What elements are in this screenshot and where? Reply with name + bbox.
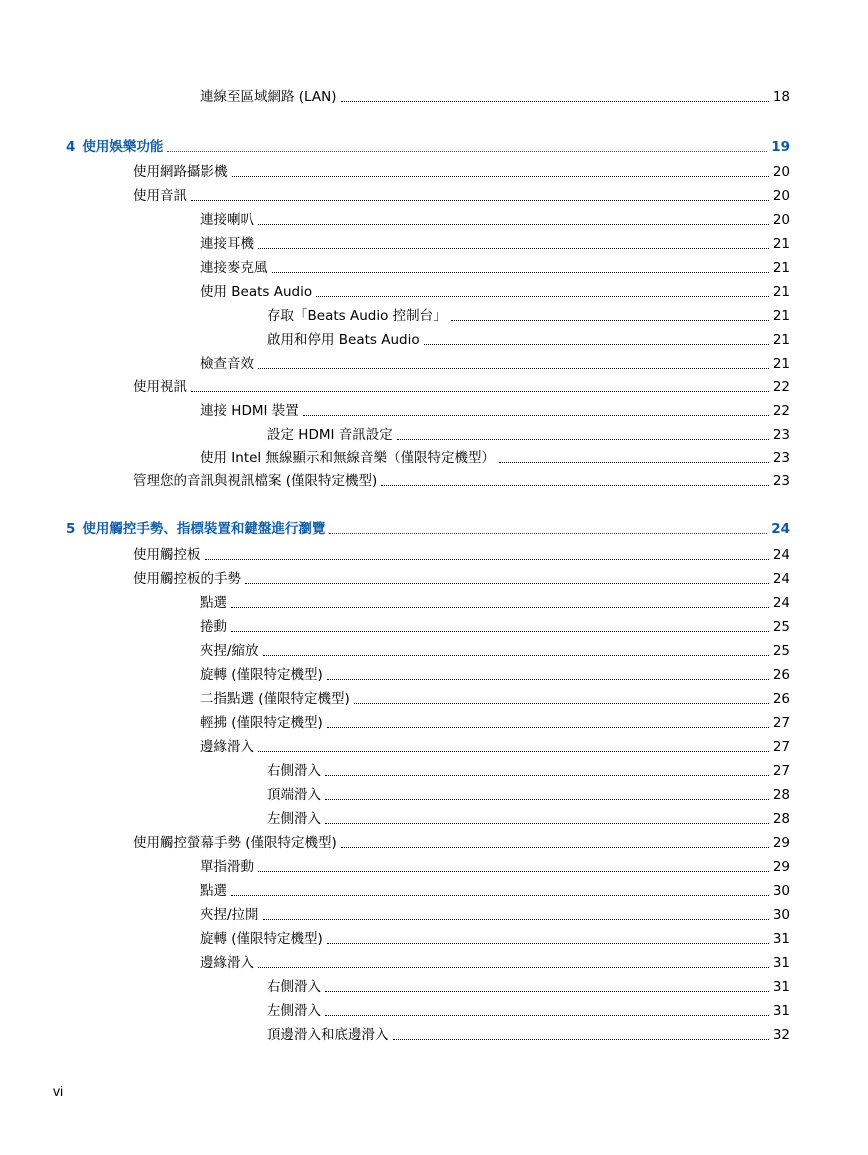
toc-entry-title: 使用 Intel 無線顯示和無線音樂（僅限特定機型） (200, 450, 495, 466)
dot-leader (258, 871, 769, 872)
dot-leader (316, 296, 769, 297)
toc-entry-title: 旋轉 (僅限特定機型) (200, 667, 323, 683)
toc-entry[interactable] (200, 664, 790, 684)
dot-leader (354, 703, 769, 704)
dot-leader (325, 823, 769, 824)
dot-leader (231, 895, 769, 896)
toc-entry[interactable] (200, 209, 790, 229)
toc-entry[interactable] (267, 976, 790, 996)
dot-leader (258, 368, 769, 369)
dot-leader (327, 943, 769, 944)
toc-page-number: 31 (772, 955, 790, 971)
toc-entry-title: 使用音訊 (133, 188, 187, 204)
toc-entry-title: 夾捏/縮放 (200, 643, 259, 659)
toc-page-number: 28 (772, 787, 790, 803)
toc-page-number: 26 (772, 691, 790, 707)
toc-entry[interactable] (267, 808, 790, 828)
toc-entry[interactable] (267, 424, 790, 444)
toc-page-number: 25 (772, 619, 790, 635)
chapter-title: 使用娛樂功能 (82, 139, 164, 155)
toc-entry[interactable] (200, 447, 790, 467)
dot-leader (325, 991, 769, 992)
toc-page-number: 30 (772, 907, 790, 923)
toc-entry-title: 左側滑入 (267, 1003, 321, 1019)
toc-entry[interactable] (200, 928, 790, 948)
toc-entry-title: 連接 HDMI 裝置 (200, 403, 299, 419)
dot-leader (258, 751, 769, 752)
toc-page-number: 25 (772, 643, 790, 659)
dot-leader (231, 607, 769, 608)
toc-entry[interactable] (133, 161, 790, 181)
toc-entry-title: 二指點選 (僅限特定機型) (200, 691, 350, 707)
toc-entry[interactable] (133, 185, 790, 205)
toc-entry-title (66, 520, 325, 538)
toc-entry-title: 使用 Beats Audio (200, 284, 313, 300)
toc-entry-title: 使用觸控板的手勢 (133, 571, 241, 587)
dot-leader (381, 485, 768, 486)
toc-page-number: 27 (772, 739, 790, 755)
page-number: vi (53, 1083, 64, 1099)
toc-page-number: 24 (772, 547, 790, 563)
dot-leader (341, 847, 769, 848)
toc-page-number: 19 (771, 139, 790, 155)
toc-page-number: 21 (772, 356, 790, 372)
toc-entry[interactable] (200, 736, 790, 756)
toc-entry-title: 右側滑入 (267, 979, 321, 995)
toc-entry[interactable] (200, 640, 790, 660)
toc-page-number: 31 (772, 979, 790, 995)
dot-leader (327, 679, 769, 680)
toc-page-number: 21 (772, 308, 790, 324)
toc-entry[interactable] (200, 880, 790, 900)
toc-page-number: 21 (772, 284, 790, 300)
toc-entry-title: 左側滑入 (267, 811, 321, 827)
toc-page-number: 20 (772, 212, 790, 228)
toc-chapter-entry[interactable] (66, 518, 790, 538)
toc-entry[interactable] (200, 904, 790, 924)
dot-leader (191, 200, 769, 201)
dot-leader (258, 967, 769, 968)
toc-entry[interactable] (200, 257, 790, 277)
toc-entry-title: 存取「Beats Audio 控制台」 (267, 308, 447, 324)
toc-entry-title: 點選 (200, 883, 227, 899)
toc-page-number: 20 (772, 164, 790, 180)
dot-leader (393, 1039, 769, 1040)
toc-entry[interactable] (267, 784, 790, 804)
toc-entry-title: 使用網路攝影機 (133, 164, 228, 180)
dot-leader (329, 533, 767, 534)
dot-leader (263, 655, 769, 656)
toc-entry[interactable] (200, 688, 790, 708)
toc-entry[interactable] (200, 233, 790, 253)
toc-entry-title: 連線至區域網路 (LAN) (200, 89, 337, 105)
toc-entry-title: 頂端滑入 (267, 787, 321, 803)
toc-entry-title: 捲動 (200, 619, 227, 635)
dot-leader (327, 727, 769, 728)
dot-leader (258, 224, 769, 225)
dot-leader (341, 101, 769, 102)
toc-page-number: 21 (772, 236, 790, 252)
toc-page-number: 27 (772, 715, 790, 731)
toc-entry-title: 單指滑動 (200, 859, 254, 875)
toc-entry-title: 邊緣滑入 (200, 955, 254, 971)
dot-leader (325, 775, 769, 776)
toc-page-number: 23 (772, 450, 790, 466)
dot-leader (451, 320, 769, 321)
toc-page-number: 20 (772, 188, 790, 204)
toc-entry[interactable] (267, 1000, 790, 1020)
dot-leader (258, 248, 769, 249)
toc-entry[interactable] (133, 470, 790, 490)
toc-entry-title: 管理您的音訊與視訊檔案 (僅限特定機型) (133, 473, 378, 489)
toc-entry[interactable] (133, 544, 790, 564)
chapter-number: 4 (66, 139, 76, 155)
toc-entry-title: 頂邊滑入和底邊滑入 (267, 1027, 389, 1043)
toc-entry-title: 連接喇叭 (200, 212, 254, 228)
toc-entry[interactable] (133, 376, 790, 396)
toc-entry-title: 點選 (200, 595, 227, 611)
chapter-title: 使用觸控手勢、指標裝置和鍵盤進行瀏覽 (82, 521, 326, 537)
toc-entry[interactable] (200, 86, 790, 106)
toc-entry[interactable] (133, 568, 790, 588)
toc-page-number: 22 (772, 379, 790, 395)
toc-entry[interactable] (200, 952, 790, 972)
toc-page-number: 23 (772, 473, 790, 489)
dot-leader (325, 799, 769, 800)
dot-leader (231, 631, 769, 632)
toc-entry-title: 使用觸控板 (133, 547, 201, 563)
dot-leader (263, 919, 769, 920)
toc-entry-title: 啟用和停用 Beats Audio (267, 332, 420, 348)
toc-entry-title: 旋轉 (僅限特定機型) (200, 931, 323, 947)
toc-entry-title: 設定 HDMI 音訊設定 (267, 427, 393, 443)
toc-page-number: 28 (772, 811, 790, 827)
toc-page-number: 24 (771, 521, 790, 537)
dot-leader (245, 583, 769, 584)
toc-page-number: 22 (772, 403, 790, 419)
toc-chapter-entry[interactable] (66, 136, 790, 156)
toc-page-number: 23 (772, 427, 790, 443)
toc-entry[interactable] (200, 281, 790, 301)
dot-leader (325, 1015, 769, 1016)
toc-entry[interactable] (267, 305, 790, 325)
dot-leader (167, 151, 767, 152)
dot-leader (272, 272, 769, 273)
toc-page-number: 29 (772, 859, 790, 875)
toc-entry-title (66, 138, 163, 156)
toc-page-number: 31 (772, 1003, 790, 1019)
dot-leader (424, 344, 769, 345)
toc-page-number: 24 (772, 595, 790, 611)
dot-leader (205, 559, 769, 560)
toc-entry-title: 連接耳機 (200, 236, 254, 252)
toc-entry-title: 邊緣滑入 (200, 739, 254, 755)
toc-entry-title: 檢查音效 (200, 356, 254, 372)
toc-entry-title: 連接麥克風 (200, 260, 268, 276)
toc-entry[interactable] (133, 832, 790, 852)
toc-page-number: 26 (772, 667, 790, 683)
toc-entry[interactable] (200, 712, 790, 732)
toc-entry[interactable] (267, 1024, 790, 1044)
toc-entry[interactable] (267, 760, 790, 780)
toc-page-number: 21 (772, 332, 790, 348)
chapter-number: 5 (66, 521, 76, 537)
toc-entry[interactable] (200, 856, 790, 876)
toc-page-number: 18 (772, 89, 790, 105)
dot-leader (397, 439, 769, 440)
toc-entry[interactable] (267, 329, 790, 349)
toc-page-number: 30 (772, 883, 790, 899)
toc-entry[interactable] (200, 592, 790, 612)
dot-leader (191, 391, 769, 392)
toc-page-number: 24 (772, 571, 790, 587)
toc-page-number: 29 (772, 835, 790, 851)
toc-entry-title: 使用觸控螢幕手勢 (僅限特定機型) (133, 835, 337, 851)
toc-page-number: 31 (772, 931, 790, 947)
toc-page-number: 32 (772, 1027, 790, 1043)
toc-entry-title: 右側滑入 (267, 763, 321, 779)
toc-entry-title: 輕拂 (僅限特定機型) (200, 715, 323, 731)
toc-entry-title: 夾捏/拉開 (200, 907, 259, 923)
toc-page-number: 21 (772, 260, 790, 276)
dot-leader (232, 176, 769, 177)
toc-entry-title: 使用視訊 (133, 379, 187, 395)
toc-entry[interactable] (200, 616, 790, 636)
dot-leader (303, 415, 769, 416)
toc-page-number: 27 (772, 763, 790, 779)
toc-entry[interactable] (200, 353, 790, 373)
toc-entry[interactable] (200, 400, 790, 420)
dot-leader (499, 462, 769, 463)
